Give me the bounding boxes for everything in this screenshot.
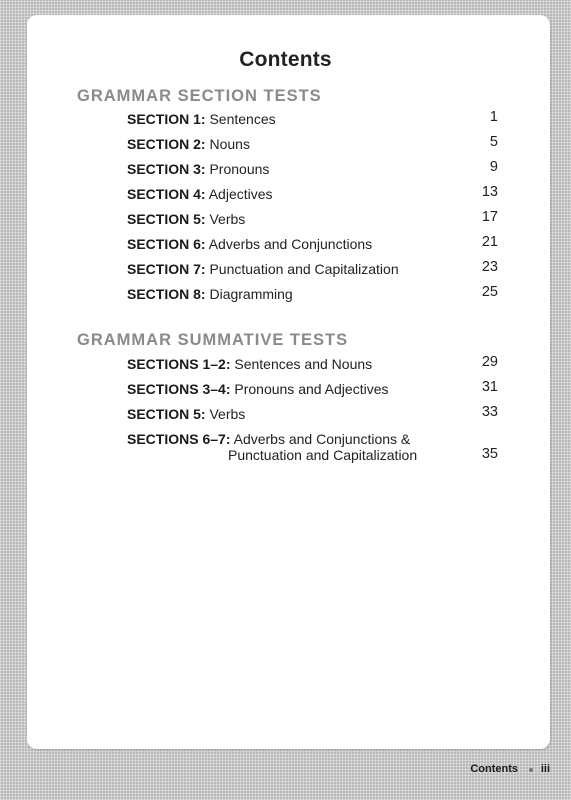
toc-entry xyxy=(127,136,250,152)
toc-entry-title: Verbs xyxy=(209,211,246,227)
toc-entry-title: Sentences xyxy=(209,111,276,127)
toc-entry-title: Pronouns xyxy=(209,161,270,177)
toc-entry xyxy=(127,211,245,227)
toc-page-number: 25 xyxy=(481,284,498,300)
toc-page-number: 21 xyxy=(481,234,498,250)
toc-entry-title: Nouns xyxy=(209,136,250,152)
footer-label: Contents xyxy=(470,763,518,775)
toc-entry-title: Adverbs and Conjunctions & xyxy=(233,431,411,447)
toc-entry xyxy=(127,381,388,397)
toc-page-number: 17 xyxy=(481,209,498,225)
toc-entry-title-continued: Punctuation and Capitalization xyxy=(228,447,418,463)
toc-entry-label: SECTION 6: xyxy=(127,236,206,252)
toc-entry xyxy=(127,431,417,463)
toc-page-number: 9 xyxy=(489,159,498,175)
toc-entry xyxy=(127,186,273,202)
toc-entry-title: Adverbs and Conjunctions xyxy=(208,236,373,252)
toc-entry xyxy=(127,161,269,177)
toc-entry-label: SECTION 7: xyxy=(127,261,206,277)
toc-entry xyxy=(127,236,372,252)
section-heading-grammar-section-tests: GRAMMAR SECTION TESTS xyxy=(77,87,322,105)
toc-page-number: 13 xyxy=(481,184,498,200)
toc-entry-label: SECTION 2: xyxy=(127,136,206,152)
toc-page-number: 1 xyxy=(489,109,498,125)
toc-entry-label: SECTIONS 3–4: xyxy=(127,381,231,397)
toc-entry-label: SECTION 8: xyxy=(127,286,206,302)
toc-entry xyxy=(127,111,276,127)
toc-entry-label: SECTION 3: xyxy=(127,161,206,177)
toc-entry-title: Sentences and Nouns xyxy=(234,356,373,372)
toc-page-number: 33 xyxy=(481,404,498,420)
toc-entry xyxy=(127,356,372,372)
toc-entry-label: SECTIONS 1–2: xyxy=(127,356,231,372)
toc-entry xyxy=(127,406,245,422)
toc-entry-title: Diagramming xyxy=(209,286,293,302)
toc-page-number: 31 xyxy=(481,379,498,395)
bullet-separator-icon xyxy=(529,768,533,772)
page-title: Contents xyxy=(239,48,332,71)
toc-entry-title: Adjectives xyxy=(208,186,273,202)
toc-entry-title: Pronouns and Adjectives xyxy=(234,381,389,397)
toc-entry-label: SECTION 5: xyxy=(127,406,206,422)
page-footer xyxy=(0,763,571,779)
footer-page-number: iii xyxy=(540,763,550,775)
toc-page-number: 29 xyxy=(481,354,498,370)
toc-entry-label: SECTION 5: xyxy=(127,211,206,227)
toc-page-number: 35 xyxy=(481,446,498,462)
toc-entry-title: Verbs xyxy=(209,406,246,422)
toc-entry-label: SECTION 4: xyxy=(127,186,206,202)
toc-entry-label: SECTIONS 6–7: xyxy=(127,431,231,447)
toc-entry xyxy=(127,261,399,277)
toc-entry-label: SECTION 1: xyxy=(127,111,206,127)
toc-page-number: 5 xyxy=(489,134,498,150)
section-heading-grammar-summative-tests: GRAMMAR SUMMATIVE TESTS xyxy=(77,331,349,349)
toc-entry xyxy=(127,286,293,302)
toc-entry-title: Punctuation and Capitalization xyxy=(209,261,399,277)
toc-page-number: 23 xyxy=(481,259,498,275)
